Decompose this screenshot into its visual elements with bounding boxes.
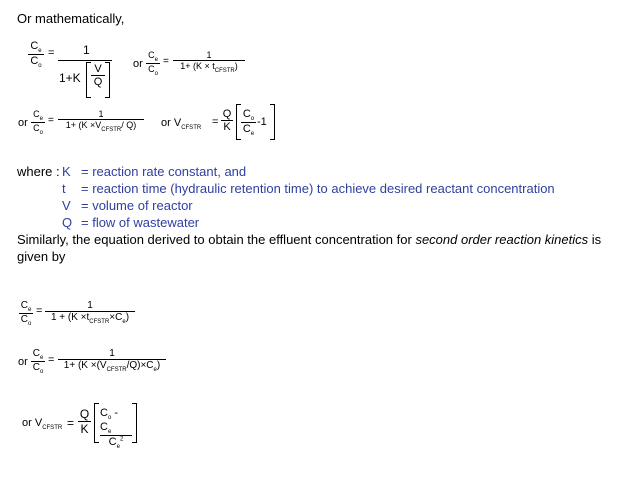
similarly-line-2: given by — [17, 249, 66, 264]
eq7-qk: Q K — [79, 407, 90, 436]
eq1-den: 1+K — [59, 71, 81, 85]
where-item-def: = volume of reactor — [81, 198, 193, 213]
where-item-sym: V — [62, 198, 71, 213]
eq7-fraction: $C_o - C_e$ $C_e^2$ — [100, 407, 132, 451]
eq2-lhs: $C_e$ $C_o$ — [146, 50, 160, 77]
where-item-sym: t — [62, 181, 66, 196]
eq2-equals: = — [163, 56, 169, 67]
eq2-or: or — [133, 58, 143, 70]
eq4-equals: = — [212, 116, 219, 128]
eq5-rhs: 1 $1 + (K \times t_{CFSTR}\times C_e)$ — [45, 300, 135, 325]
eq2-rhs: 1 $1+ (K \times t_{CFSTR})$ — [173, 50, 245, 74]
eq3-or: or — [18, 117, 28, 129]
eq5-equals: = — [36, 305, 43, 317]
eq4-qk: Q K — [222, 108, 232, 133]
where-item-sym: K — [62, 164, 71, 179]
eq3-lhs: $C_e$ $C_o$ — [31, 109, 45, 136]
eq7-bracket-right — [132, 403, 137, 443]
eq1-bracket-right — [105, 62, 110, 98]
eq5-lhs: $C_e$ $C_o$ — [20, 300, 32, 327]
eq7-bracket-left — [94, 403, 99, 443]
eq1-equals: = — [48, 47, 55, 59]
eq4-lhs: or $V_{CFSTR}$ — [161, 117, 202, 132]
eq6-or: or — [18, 356, 28, 368]
eq1-lhs: $C_e$ $C_o$ — [28, 40, 44, 69]
eq6-lhs: $C_e$ $C_o$ — [32, 348, 44, 375]
eq3-rhs: 1 $1+ (K \times V_{CFSTR}/$ Q) — [58, 109, 144, 133]
eq7-lhs: or $V_{CFSTR}$ — [22, 417, 63, 432]
eq4-minus-one: -1 — [257, 116, 267, 128]
eq7-equals: = — [67, 416, 75, 430]
where-item-sym: Q — [62, 215, 73, 230]
heading: Or mathematically, — [17, 11, 125, 26]
similarly-line-1: Similarly, the equation derived to obtain the effluent concentration for second order reaction kinetics is — [17, 232, 602, 247]
eq3-equals: = — [48, 115, 54, 126]
eq6-rhs: 1 $1+ (K \times(V_{CFSTR}/Q)\times C_e)$ — [58, 348, 166, 373]
where-prefix: where : — [17, 164, 60, 179]
where-item-def: = reaction rate constant, and — [81, 164, 247, 179]
eq1-vq: V Q — [91, 63, 105, 88]
eq1-num: 1 — [83, 43, 90, 57]
eq1-bar — [58, 60, 112, 61]
where-item-def: = flow of wastewater — [81, 215, 200, 230]
where-item-def: = reaction time (hydraulic retention time) to achieve desired reactant concentration — [81, 181, 555, 196]
eq4-co-ce: $C_o$ $C_e$ — [242, 108, 255, 138]
eq4-bracket-right — [270, 104, 275, 140]
eq6-equals: = — [48, 354, 55, 366]
